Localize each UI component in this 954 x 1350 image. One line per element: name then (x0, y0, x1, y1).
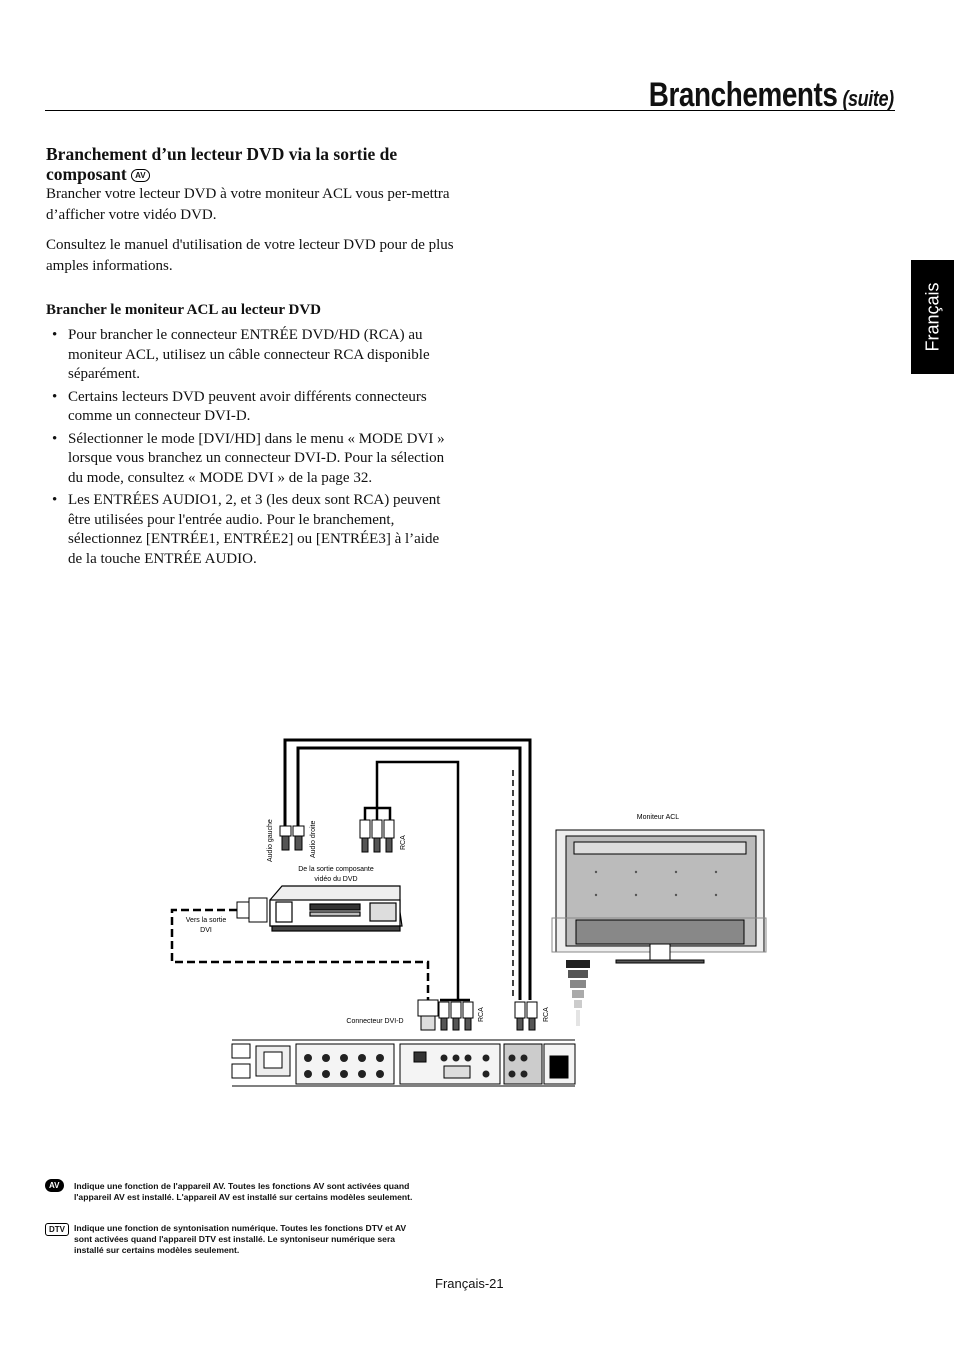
audio-plugs (280, 826, 304, 850)
bullet-item: • Les ENTRÉES AUDIO1, 2, et 3 (les deux sont RCA) peuvent être utilisées pour l'entrée audio. Pour le branchement, sélectionnez [ENTRÉE1, ENTRÉE2] ou [ENTRÉE3] à l’aide de la touche ENTRÉE AUDIO. (52, 491, 447, 569)
av-note: Indique une fonction de l'appareil AV. Toutes les fonctions AV sont activées quand l'appareil AV est installé. L'appareil AV est installé sur certains modèles seulement. (74, 1181, 413, 1203)
monitor-label: Moniteur ACL (636, 814, 680, 821)
page-number: Français-21 (435, 1276, 504, 1291)
dvd-caption-line1: De la sortie composante (298, 866, 374, 873)
page-title-text: Branchements (649, 76, 838, 114)
dvi-plug (237, 898, 267, 922)
rear-panel (232, 1040, 575, 1086)
rca-top-label: RCA (400, 835, 407, 850)
subsection-heading: Brancher le moniteur ACL au lecteur DVD (46, 302, 321, 318)
section-heading-text: Branchement d’un lecteur DVD via la sortie de composant (46, 144, 398, 184)
lcd-monitor (552, 830, 766, 963)
bullet-item: • Pour brancher le connecteur ENTRÉE DVD/HD (RCA) au moniteur ACL, utilisez un câble connecteur RCA disponible séparément. (52, 326, 447, 385)
video-plugs (360, 820, 394, 852)
av-icon: AV (131, 169, 150, 182)
dvi-out-label-line2: DVI (200, 927, 212, 934)
rca-component-plugs (439, 1000, 473, 1030)
dvi-out-label-line1: Vers la sortie (185, 917, 227, 924)
intro-paragraph: Brancher votre lecteur DVD à votre moniteur ACL vous per-mettra d’afficher votre vidéo DVD. (46, 186, 450, 223)
bullet-item: • Sélectionner le mode [DVI/HD] dans le menu « MODE DVI » lorsque vous branchez un connecteur DVI-D. Pour la sélection du mode, consultez « MODE DVI » de la page 32. (52, 430, 447, 489)
rca-audio-plugs (515, 1002, 537, 1030)
dvd-caption-line2: vidéo du DVD (314, 876, 358, 883)
audio-right-label: Audio droite (310, 820, 317, 858)
manual-note-paragraph: Consultez le manuel d'utilisation de votre lecteur DVD pour de plus amples informations. (46, 237, 454, 274)
dtv-note: Indique une fonction de syntonisation numérique. Toutes les fonctions DTV et AV sont activées quand l'appareil DTV est installé. Le syntoniseur numérique sera installé sur certains modèles seulement. (74, 1223, 407, 1256)
rca-bottom-label-1: RCA (478, 1007, 485, 1022)
dvi-connector-label: Connecteur DVI-D (346, 1018, 404, 1025)
av-note-icon (45, 1177, 64, 1195)
zoom-gradient (566, 960, 590, 1026)
rca-bottom-label-2: RCA (543, 1007, 550, 1022)
dvd-player (270, 886, 402, 931)
audio-left-label: Audio gauche (267, 819, 274, 862)
bullet-item: • Certains lecteurs DVD peuvent avoir différents connecteurs comme un connecteur DVI-D. (52, 388, 447, 427)
language-tab-label: Français (922, 282, 942, 352)
dtv-icon: DTV (45, 1223, 69, 1236)
av-icon: AV (45, 1179, 64, 1192)
page-title-suffix: (suite) (842, 86, 894, 111)
dvi-d-plug (418, 1000, 438, 1030)
dtv-note-icon (45, 1219, 69, 1237)
video-cable (365, 762, 458, 1000)
